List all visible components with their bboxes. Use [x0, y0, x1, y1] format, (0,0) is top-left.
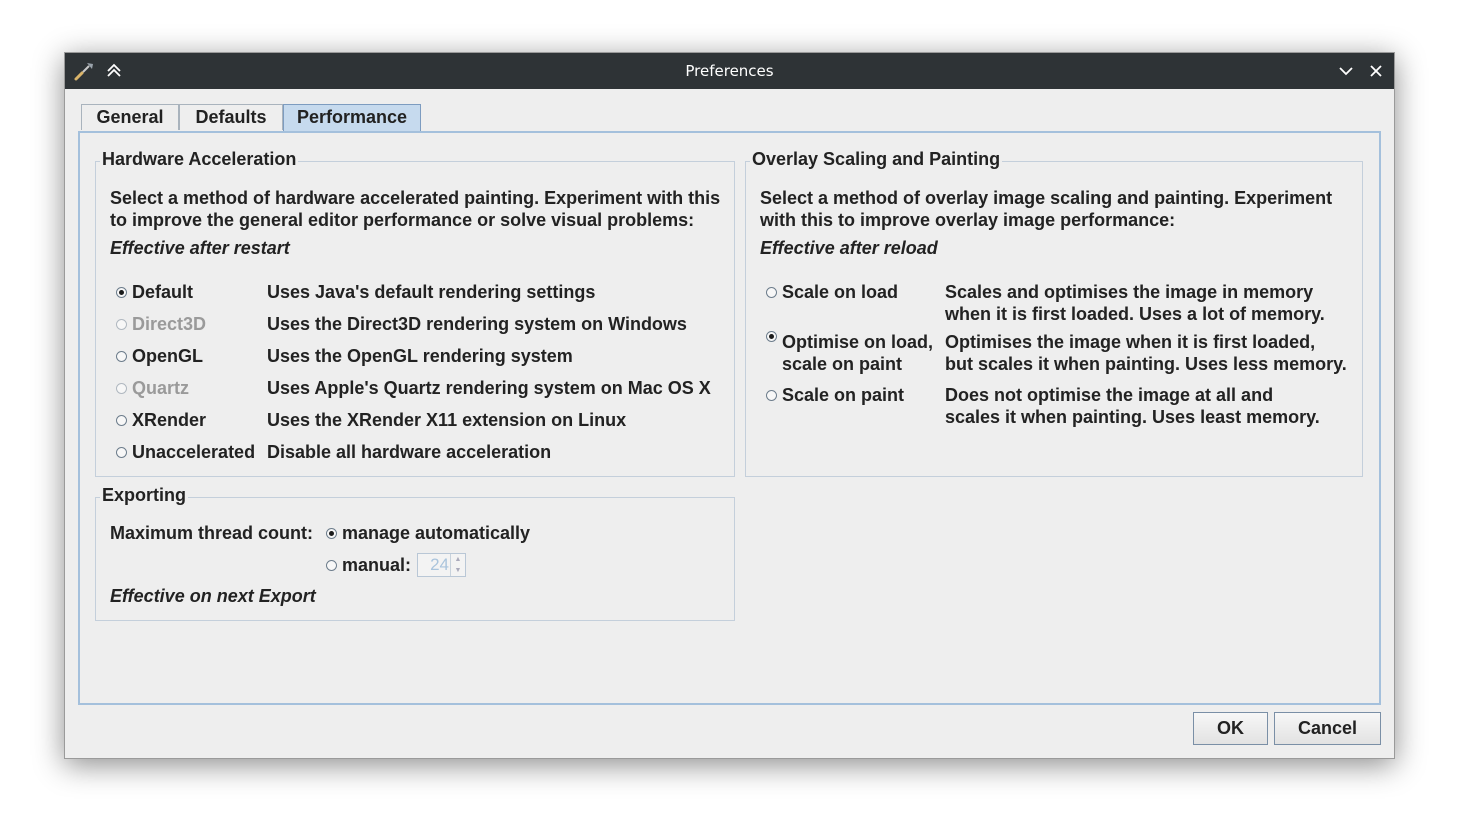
- overlay-group-title: Overlay Scaling and Painting: [752, 149, 1001, 169]
- option-direct3d-label[interactable]: Direct3D: [132, 314, 207, 334]
- window-title: Preferences: [685, 62, 774, 80]
- option-quartz-desc: Uses Apple's Quartz rendering system on Mac OS X: [267, 378, 711, 398]
- option-opengl-label[interactable]: OpenGL: [132, 346, 203, 366]
- radio-direct3d[interactable]: [116, 319, 127, 330]
- option-optimise-desc-1: Optimises the image when it is first loaded,: [945, 332, 1316, 352]
- radio-manage-automatically[interactable]: [326, 528, 337, 539]
- radio-unaccelerated[interactable]: [116, 447, 127, 458]
- close-icon[interactable]: [1365, 60, 1387, 82]
- option-direct3d-desc: Uses the Direct3D rendering system on Windows: [267, 314, 687, 334]
- title-bar[interactable]: [65, 53, 1394, 89]
- radio-optimise-on-load[interactable]: [766, 331, 777, 342]
- option-unaccelerated-desc: Disable all hardware acceleration: [267, 442, 552, 462]
- tab-general[interactable]: General: [81, 104, 179, 130]
- overlay-description-2: with this to improve overlay image performance:: [760, 210, 1176, 230]
- hardware-note: Effective after restart: [110, 238, 290, 258]
- overlay-scaling-group: [745, 149, 1363, 477]
- option-scale-on-load-label[interactable]: Scale on load: [782, 282, 899, 302]
- ok-button[interactable]: OK: [1193, 712, 1268, 745]
- option-unaccelerated-label[interactable]: Unaccelerated: [132, 442, 256, 462]
- radio-quartz[interactable]: [116, 383, 127, 394]
- spinner-down-icon[interactable]: ▼: [454, 567, 462, 574]
- overlay-description-1: Select a method of overlay image scaling and painting. Experiment: [760, 188, 1333, 208]
- radio-xrender[interactable]: [116, 415, 127, 426]
- chevron-down-icon[interactable]: [1335, 60, 1357, 82]
- option-scale-on-paint-label[interactable]: Scale on paint: [782, 385, 905, 405]
- tab-defaults[interactable]: Defaults: [179, 104, 283, 130]
- thread-count-value: 24: [430, 555, 449, 574]
- option-default-label[interactable]: Default: [132, 282, 194, 302]
- hardware-description-1: Select a method of hardware accelerated painting. Experiment with this: [110, 188, 721, 208]
- hardware-description-2: to improve the general editor performance or solve visual problems:: [110, 210, 695, 230]
- hardware-group-title: Hardware Acceleration: [102, 149, 297, 169]
- manual-label[interactable]: manual:: [342, 555, 412, 575]
- option-xrender-label[interactable]: XRender: [132, 410, 207, 430]
- option-scale-on-paint-desc-2: scales it when painting. Uses least memory.: [945, 407, 1320, 427]
- option-scale-on-paint-desc-1: Does not optimise the image at all and: [945, 385, 1274, 405]
- radio-manual[interactable]: [326, 560, 337, 571]
- option-default-desc: Uses Java's default rendering settings: [267, 282, 596, 302]
- option-scale-on-load-desc-2: when it is first loaded. Uses a lot of memory.: [945, 304, 1325, 324]
- performance-panel: [78, 131, 1381, 705]
- exporting-group-title: Exporting: [102, 485, 186, 505]
- thread-count-label: Maximum thread count:: [110, 523, 314, 543]
- option-xrender-desc: Uses the XRender X11 extension on Linux: [267, 410, 627, 430]
- option-quartz-label[interactable]: Quartz: [132, 378, 190, 398]
- export-note: Effective on next Export: [110, 586, 316, 606]
- tab-performance[interactable]: Performance: [283, 104, 421, 131]
- thread-count-spinner[interactable]: [417, 553, 466, 577]
- overlay-note: Effective after reload: [760, 238, 938, 258]
- option-optimise-label-2[interactable]: scale on paint: [782, 354, 903, 374]
- option-opengl-desc: Uses the OpenGL rendering system: [267, 346, 573, 366]
- radio-scale-on-load[interactable]: [766, 287, 777, 298]
- preferences-dialog: [64, 52, 1395, 759]
- manage-automatically-label[interactable]: manage automatically: [342, 523, 531, 543]
- spinner-arrows[interactable]: [450, 554, 465, 576]
- cancel-button[interactable]: Cancel: [1274, 712, 1381, 745]
- option-scale-on-load-desc-1: Scales and optimises the image in memory: [945, 282, 1314, 302]
- exporting-group: [95, 485, 735, 621]
- radio-default[interactable]: [116, 287, 127, 298]
- hardware-acceleration-group: [95, 149, 735, 477]
- option-optimise-label-1[interactable]: Optimise on load,: [782, 332, 934, 352]
- radio-scale-on-paint[interactable]: [766, 390, 777, 401]
- option-optimise-desc-2: but scales it when painting. Uses less memory.: [945, 354, 1347, 374]
- radio-opengl[interactable]: [116, 351, 127, 362]
- spinner-up-icon[interactable]: ▲: [454, 556, 462, 563]
